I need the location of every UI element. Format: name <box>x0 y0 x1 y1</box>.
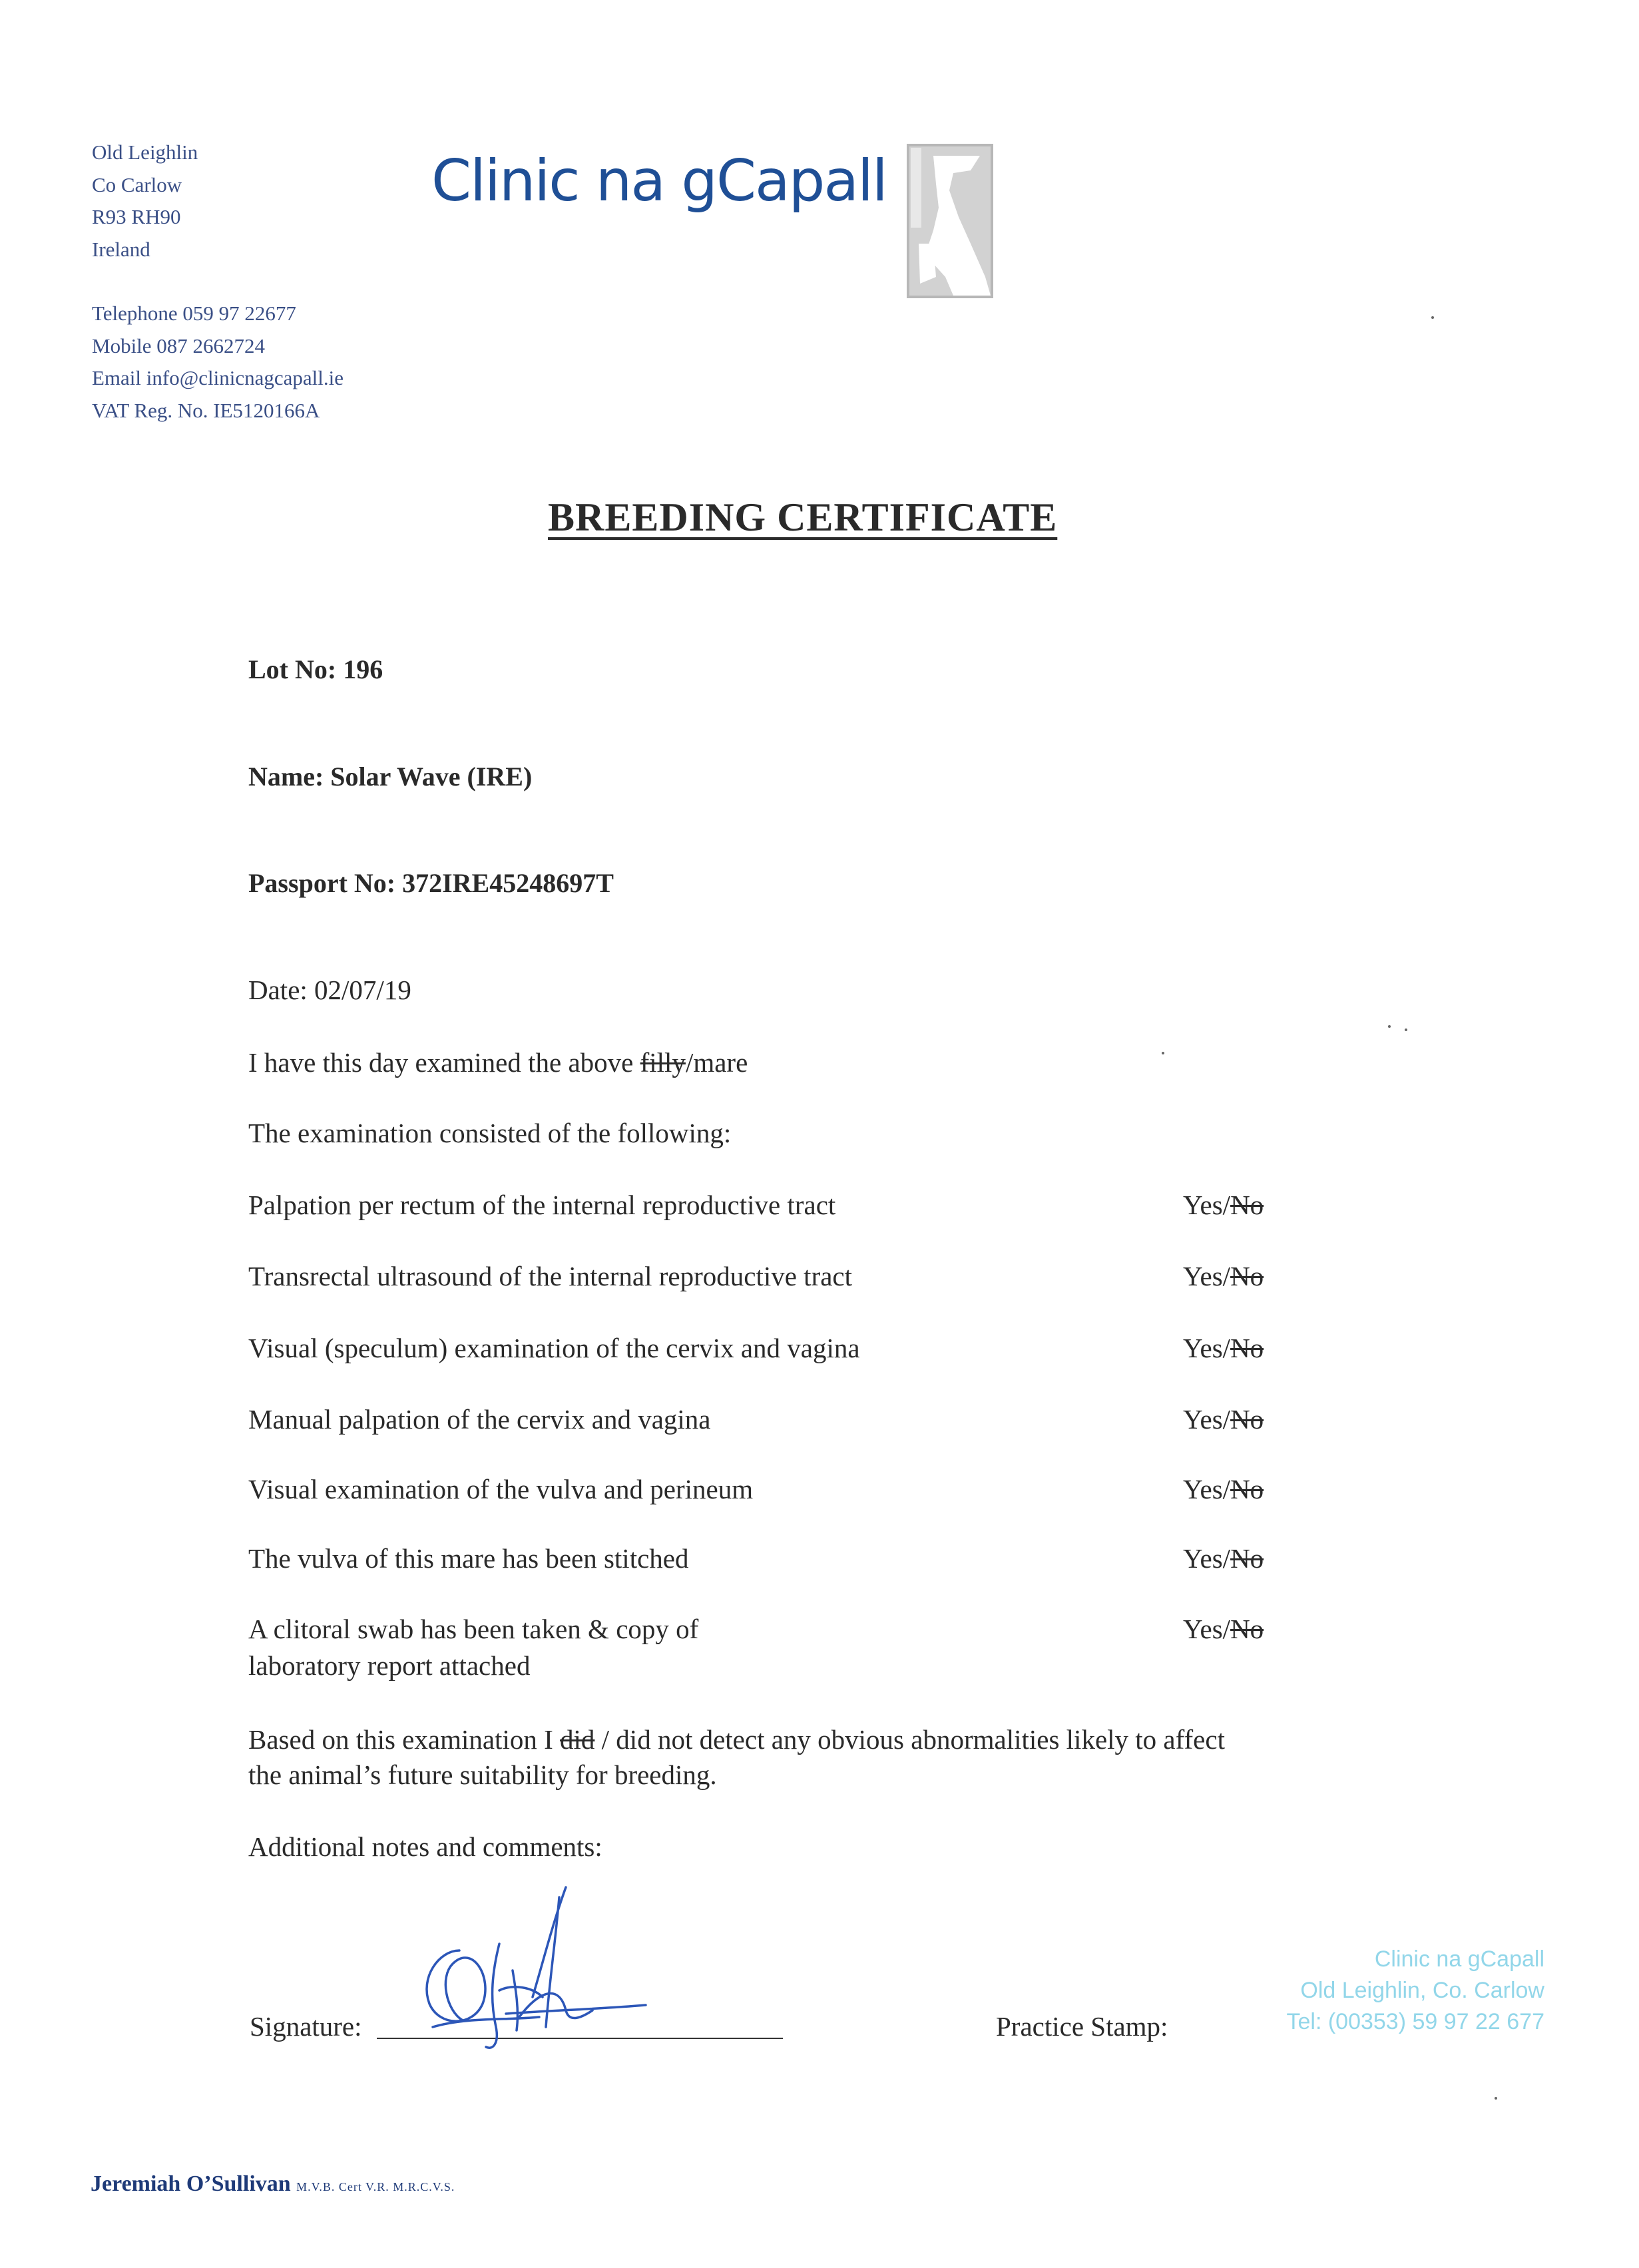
name-value: Solar Wave (IRE) <box>330 762 533 792</box>
mobile: Mobile 087 2662724 <box>92 334 266 357</box>
vet-name: Jeremiah O’Sullivan <box>91 2171 291 2196</box>
notes-label: Additional notes and comments: <box>248 1831 602 1862</box>
exam-item-text: Visual examination of the vulva and perineum <box>248 1474 754 1504</box>
address-line: R93 RH90 <box>92 205 181 228</box>
exam-date: Date: 02/07/19 <box>248 975 411 1005</box>
exam-item-text: Palpation per rectum of the internal reproductive tract <box>248 1190 836 1220</box>
examined-statement: I have this day examined the above filly/mare <box>248 1047 748 1078</box>
handwritten-signature <box>399 1884 666 2050</box>
exam-item-text: Visual (speculum) examination of the cervix and vagina <box>248 1333 860 1363</box>
clinic-logo-text: Clinic na gCapall <box>431 148 887 214</box>
exam-intro: The examination consisted of the following: <box>248 1118 732 1148</box>
address-line: Ireland <box>92 237 150 261</box>
passport-label: Passport No: <box>248 868 396 898</box>
horse-name <box>248 761 532 792</box>
lot-value: 196 <box>343 654 383 684</box>
lot-label: Lot No: <box>248 654 337 684</box>
exam-item-answer: Yes/No <box>1183 1614 1264 1644</box>
passport-value: 372IRE45248697T <box>402 868 614 898</box>
scan-speck <box>1388 1025 1391 1028</box>
practice-stamp-label: Practice Stamp: <box>996 2011 1168 2042</box>
vet-qualifications: M.V.B. Cert V.R. M.R.C.V.S. <box>296 2180 455 2193</box>
scan-speck <box>1405 1028 1407 1031</box>
exam-item-answer: Yes/No <box>1183 1543 1264 1574</box>
struck-filly: filly <box>640 1047 686 1078</box>
signature-label: Signature: <box>250 2011 362 2042</box>
exam-item-answer: Yes/No <box>1183 1333 1264 1363</box>
vat-number: VAT Reg. No. IE5120166A <box>92 398 320 422</box>
exam-item-text: A clitoral swab has been taken & copy of <box>248 1614 699 1644</box>
struck-did: did <box>560 1724 595 1755</box>
exam-item-answer: Yes/No <box>1183 1261 1264 1291</box>
scan-speck <box>1162 1052 1164 1054</box>
exam-item-text: The vulva of this mare has been stitched <box>248 1543 689 1574</box>
lot-number <box>248 654 383 685</box>
name-label: Name: <box>248 762 324 792</box>
exam-item-text: Manual palpation of the cervix and vagina <box>248 1404 711 1435</box>
exam-item-answer: Yes/No <box>1183 1474 1264 1504</box>
conclusion-line2: the animal’s future suitability for breeding. <box>248 1759 717 1790</box>
exam-item-answer: Yes/No <box>1183 1190 1264 1220</box>
conclusion-line1: Based on this examination I did / did not detect any obvious abnormalities likely to affect <box>248 1724 1225 1755</box>
passport-number <box>248 867 614 899</box>
email: Email info@clinicnagcapall.ie <box>92 366 344 389</box>
exam-item-text: Transrectal ultrasound of the internal reproductive tract <box>248 1261 853 1291</box>
telephone: Telephone 059 97 22677 <box>92 302 296 325</box>
horse-logo-icon <box>907 144 993 298</box>
practice-stamp: Clinic na gCapall Old Leighlin, Co. Carlow Tel: (00353) 59 97 22 677 <box>1286 1946 1544 2034</box>
vet-signature-block <box>91 2171 455 2197</box>
document-title: BREEDING CERTIFICATE <box>548 495 1058 539</box>
address-line: Old Leighlin <box>92 140 198 164</box>
exam-item-answer: Yes/No <box>1183 1404 1264 1435</box>
clinic-address <box>92 136 344 427</box>
exam-item-text-cont: laboratory report attached <box>248 1650 531 1681</box>
address-line: Co Carlow <box>92 172 182 196</box>
scan-speck <box>1495 2097 1497 2100</box>
scan-speck <box>1431 316 1434 319</box>
